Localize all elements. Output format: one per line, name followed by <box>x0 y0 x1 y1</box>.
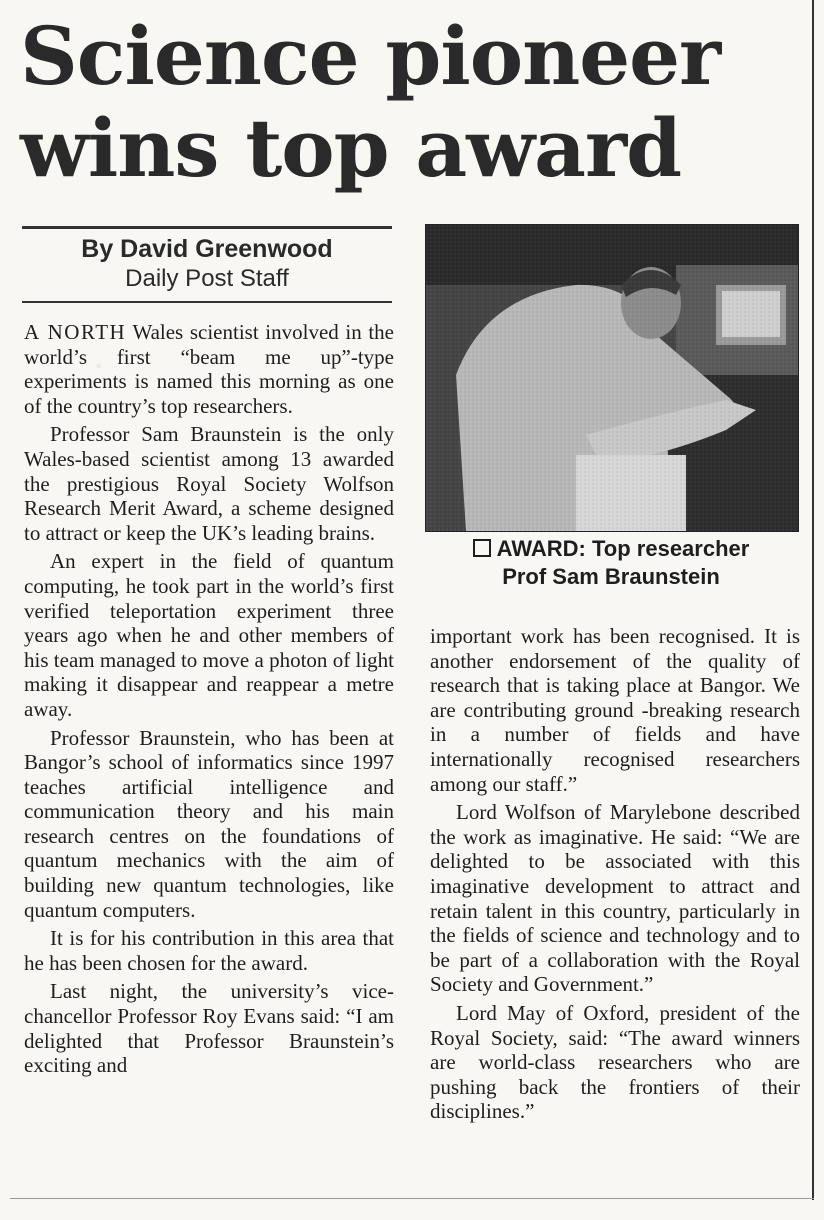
paragraph: Last night, the university’s vice-chancellor Professor Roy Evans said: “I am delighted that Professor Braunstein’s exciting and <box>24 979 394 1078</box>
page-edge-rule <box>812 0 814 1200</box>
caption-line-1: AWARD: Top researcher <box>496 536 750 561</box>
caption-line-2: Prof Sam Braunstein <box>502 564 720 589</box>
paragraph: An expert in the field of quantum computing, he took part in the world’s first verified teleportation experiment three years ago when he and other members of his team managed to move a photon of light making it disappear and reappear a metre away. <box>24 549 394 721</box>
researcher-photo <box>425 224 799 532</box>
byline-top-rule <box>22 226 392 229</box>
article-column-1 <box>24 320 394 1200</box>
headline <box>20 10 810 194</box>
headline-line-2: wins top award <box>20 101 682 195</box>
photo-caption <box>425 535 797 591</box>
byline-staff: Daily Post Staff <box>125 265 289 292</box>
photo-illustration <box>426 225 798 531</box>
caption-box-icon <box>473 539 491 557</box>
paragraph-continuation: important work has been recognised. It is another endorsement of the quality of research that is taking place at Bangor. We are contributing ground -breaking research in a number of fields and have internationally recognised researchers among our staff.” <box>430 624 800 796</box>
paragraph: Professor Braunstein, who has been at Bangor’s school of informatics since 1997 teaches artificial intelligence and communication theory and his main research centres on the foundations of quantum mechanics with the aim of building new quantum technologies, like quantum computers. <box>24 725 394 922</box>
byline-bottom-rule <box>22 301 392 303</box>
lead-text: Wales scientist involved in the world’s first “beam me up”-type experiments is named this morning as one of the country’s top researchers. <box>24 320 394 418</box>
byline <box>22 234 392 294</box>
paragraph: Professor Sam Braunstein is the only Wales-based scientist among 13 awarded the prestigious Royal Society Wolfson Research Merit Award, a scheme designed to attract or keep the UK’s leading brains. <box>24 422 394 545</box>
byline-author: By David Greenwood <box>81 235 333 263</box>
paragraph: It is for his contribution in this area that he has been chosen for the award. <box>24 926 394 975</box>
lead-paragraph <box>24 320 394 418</box>
paragraph: Lord Wolfson of Marylebone described the work as imaginative. He said: “We are delighted to be associated with this imaginative development to attract and retain talent in this country, particularly in the fields of science and technology and to be part of a collaboration with the Royal Society and Government.” <box>430 800 800 997</box>
paragraph: Lord May of Oxford, president of the Royal Society, said: “The award winners are world-class researchers who are pushing back the frontiers of their disciplines.” <box>430 1000 800 1124</box>
page-bottom-edge <box>10 1198 814 1199</box>
article-column-2 <box>430 624 800 1194</box>
headline-line-1: Science pioneer <box>20 9 721 103</box>
lead-caps: A NORTH <box>24 320 127 344</box>
